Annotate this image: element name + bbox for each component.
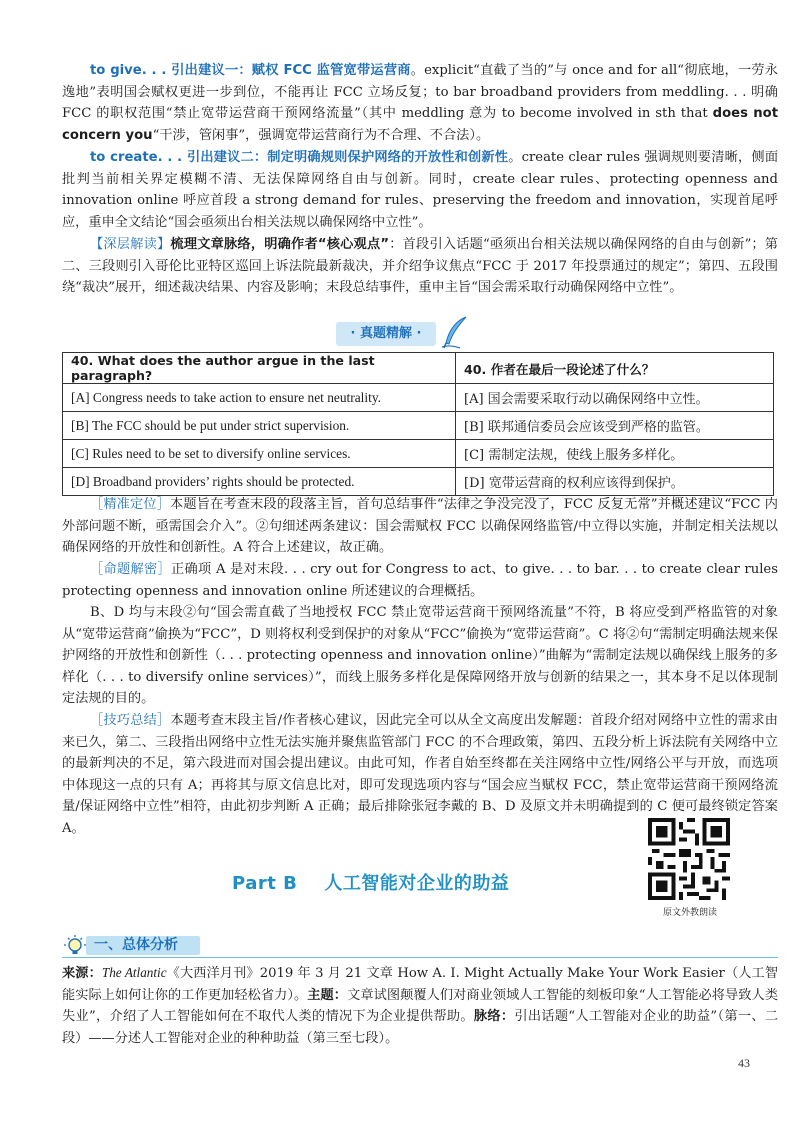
section-rule [62,957,778,958]
suggestion-one-tail: “干涉，管闲事”，强调宽带运营商行为不合理、不合法）。 [152,127,490,143]
question-table [62,352,774,496]
question-header-row [63,353,774,384]
question-decode-tag: ［命题解密］ [90,562,172,577]
precise-location-tag: ［精准定位］ [90,497,171,512]
section-heading [62,933,200,957]
skill-summary-tag: ［技巧总结］ [90,713,171,728]
suggestion-one-text: 。explicit“直截了当的”与 once and for all“彻底地，一劳永逸地”表明国会赋权更进一步到位，不能再让 FCC 立场反复；to bar broadband providers from meddling. . . 明确 FCC 的职权范围“禁止宽带运营商干预网络流量”（其中 meddling 意为 to become involved in sth that [62,63,778,122]
option-row-c [63,440,774,468]
paragraph-source [62,962,778,1049]
qr-code-icon[interactable] [648,818,730,900]
deep-reading-bold: 梳理文章脉络，明确作者“核心观点” [170,237,390,252]
source-label: 来源： [62,966,102,981]
question-decode-text: 正确项 A 是对末段. . . cry out for Congress to act、to give. . . to bar. . . to create clear rules protecting openness and innovation online 所述建议的合理概括。 [62,562,778,599]
option-c-zh: [C] 需制定法规，使线上服务多样化。 [456,440,774,468]
part-b-heading [232,869,509,895]
theme-text: 文章试图颠覆人们对商业领域人工智能的刻板印象“人工智能必将导致人类失业”，介绍了人工智能如何在不取代人类的情况下为企业提供帮助。 [62,987,779,1025]
option-c-en: [C] Rules need to be set to diversify online services. [63,440,456,468]
paragraph-suggestion-two [62,147,778,233]
source-magazine: The Atlantic [101,965,167,980]
section-heading-text: 一、总体分析 [94,937,178,953]
option-b-zh: [B] 联邦通信委员会应该受到严格的监管。 [456,412,774,440]
option-a-en: [A] Congress needs to take action to ensure net neutrality. [63,384,456,412]
context-text: 引出话题“人工智能对企业的助益”（第一、二段）——分述人工智能对企业的种种助益（第三至七段）。 [62,1009,779,1046]
suggestion-two-lead: to create. . . 引出建议二：制定明确规则保护网络的开放性和创新性 [90,150,509,165]
lightbulb-icon [62,933,88,959]
exam-analysis-banner: · 真题精解 · [336,322,436,346]
part-b-label: Part B [232,873,298,894]
option-d-zh: [D] 宽带运营商的权利应该得到保护。 [456,468,774,496]
quill-icon [440,315,470,349]
option-b-en: [B] The FCC should be put under strict supervision. [63,412,456,440]
page-number: 43 [738,1056,750,1070]
option-row-b [63,412,774,440]
paragraph-precise-location [62,494,778,559]
context-label: 脉络： [473,1009,515,1025]
option-row-a [63,384,774,412]
qr-caption: 原文外教朗读 [662,908,717,918]
paragraph-question-decode [62,559,778,602]
source-text: 《大西洋月刊》2019 年 3 月 21 文章 How A. I. Might Actually Make Your Work Easier（人工智能实际上如何让你的工作更加轻松省力）。 [62,966,779,1003]
suggestion-two-text: 。create clear rules 强调规则要清晰，侧面批判当前相关界定模糊不清、无法保障网络自由与创新。同时，create clear rules、protecting openness and innovation online 呼应首段 a strong demand for rules、preserving the freedom and innovation，实现首尾呼应，重申全文结论“国会亟须出台相关法规以确保网络中立性”。 [62,150,779,230]
precise-location-text: 本题旨在考查末段的段落主旨，首句总结事件“法律之争没完没了，FCC 反复无常”并概述建议“FCC 内外部问题不断，亟需国会介入”。②句细述两条建议：国会需赋权 FCC 以确保网络监管/中立得以实施，并制定相关法规以确保网络的开放性和创新性。A 符合上述建议，故正确。 [62,497,778,556]
paragraph-distractor-analysis [62,602,778,710]
paragraph-deep-reading [62,234,778,299]
part-b-title: 人工智能对企业的助益 [324,873,510,894]
deep-reading-text: ：首段引入话题“亟须出台相关法规以确保网络的自由与创新”；第二、三段则引入哥伦比亚特区巡回上诉法院最新裁决，并介绍争议焦点“FCC 于 2017 年投票通过的规定”；第四、五段围绕“裁决”展开，细述裁决结果、内容及影响；末段总结事件，重申主旨“国会需采取行动确保网络中立性”。 [62,237,778,296]
question-zh: 40. 作者在最后一段论述了什么？ [456,353,774,384]
question-en: 40. What does the author argue in the last paragraph? [63,353,456,384]
option-d-en: [D] Broadband providers’ rights should be protected. [63,468,456,496]
deep-reading-tag: 【深层解读】 [90,237,171,252]
skill-summary-text: 本题考查末段主旨/作者核心建议，因此完全可以从全文高度出发解题：首段介绍对网络中立性的需求由来已久，第二、三段指出网络中立性无法实施并聚焦监管部门 FCC 的不合理政策，第四、五段分析上诉法院有关网络中立的最新判决的不足，第六段进而对国会提出建议。由此可知，作者自始至终都在关注网络中立性/网络公平与开放，而选项中体现这一点的只有 A；再将其与原文信息比对，即可发现选项内容与“国会应当赋权 FCC，禁止宽带运营商干预网络流量/保证网络中立性”相符，由此初步判断 A 正确；最后排除张冠李戴的 B、D 及原文并未明确提到的 C 便可最终锁定答案 A。 [62,713,778,836]
paragraph-suggestion-one [62,60,778,146]
suggestion-one-lead: to give. . . 引出建议一：赋权 FCC 监管宽带运营商 [90,63,411,78]
theme-label: 主题： [307,987,348,1003]
option-a-zh: [A] 国会需要采取行动以确保网络中立性。 [456,384,774,412]
distractor-analysis-text: B、D 均与末段②句“国会需直截了当地授权 FCC 禁止宽带运营商干预网络流量”不符，B 将应受到严格监管的对象从“宽带运营商”偷换为“FCC”，D 则将权利受到保护的对象从“FCC”偷换为“宽带运营商”。C 将②句“需制定明确法规来保护网络的开放性和创新性（. . . protecting openness and innovation online）”曲解为“需制定法规以确保线上服务的多样化（. . . to diversify online services）”，而线上服务多样化是保障网络开放与创新的结果之一，其本身不足以体现制定法规的目的。 [62,605,778,707]
suggestion-one-bold: does not concern you [62,106,778,143]
option-row-d [63,468,774,496]
